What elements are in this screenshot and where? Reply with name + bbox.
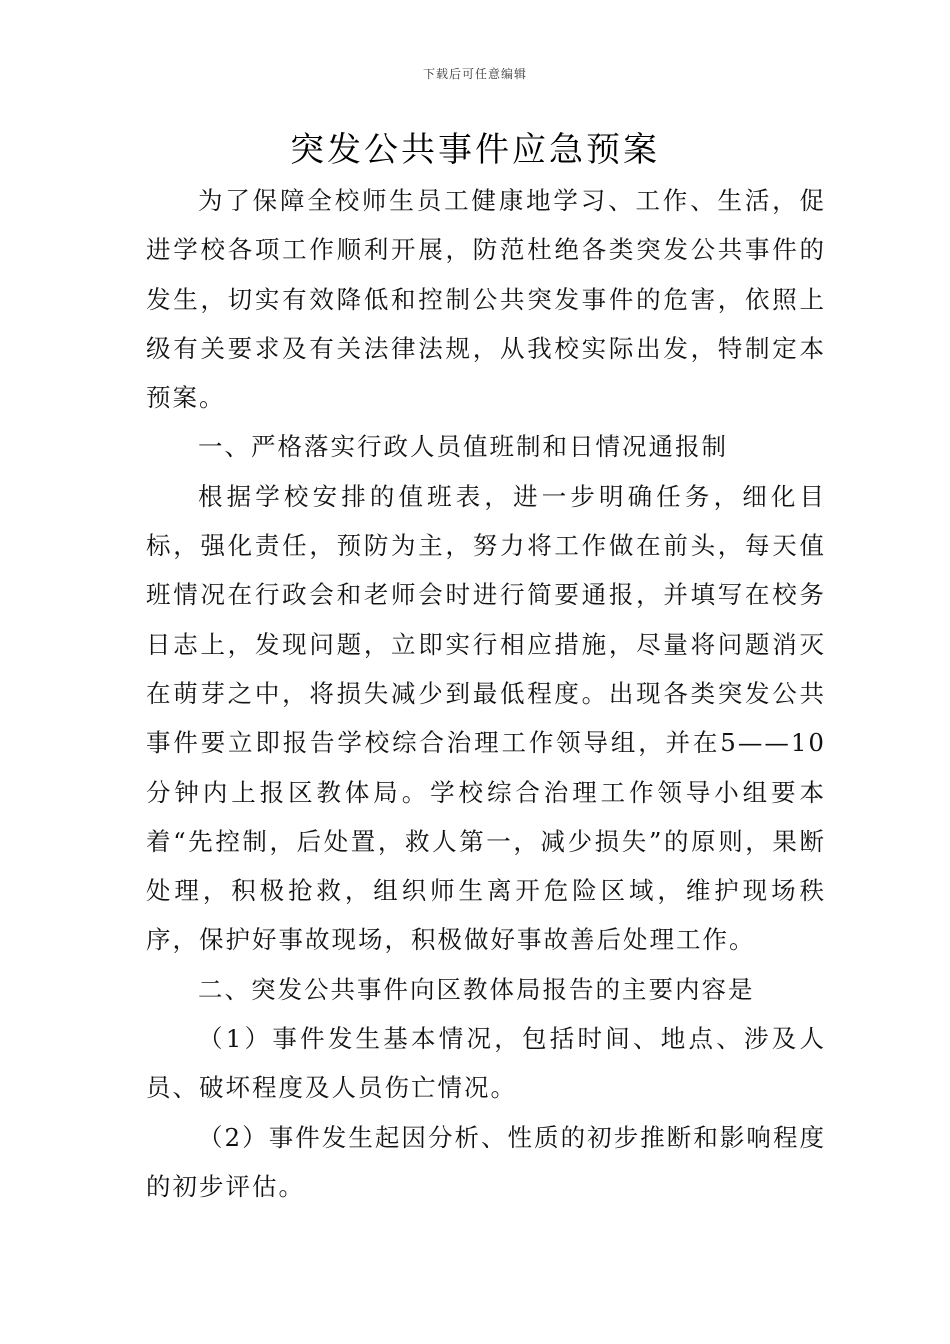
section-heading-1: 一、严格落实行政人员值班制和日情况通报制: [198, 432, 728, 462]
paragraph-intro: 为了保障全校师生员工健康地学习、工作、生活，促进学校各项工作顺利开展，防范杜绝各类突发公共事件的发生，切实有效降低和控制公共突发事件的危害，依照上级有关要求及有关法律法规，从我校实际出发，特制定本预案。: [146, 186, 826, 413]
document-title: 突发公共事件应急预案: [290, 130, 660, 170]
paragraph-item-1: （1）事件发生基本情况，包括时间、地点、涉及人员、破坏程度及人员伤亡情况。: [146, 1024, 826, 1103]
paragraph-item-2: （2）事件发生起因分析、性质的初步推断和影响程度的初步评估。: [146, 1122, 826, 1201]
section-heading-2: 二、突发公共事件向区教体局报告的主要内容是: [198, 974, 755, 1004]
paragraph-duty-system: 根据学校安排的值班表，进一步明确任务，细化目标，强化责任，预防为主，努力将工作做在前头，每天值班情况在行政会和老师会时进行简要通报，并填写在校务日志上，发现问题，立即实行相应措施，尽量将问题消灭在萌芽之中，将损失减少到最低程度。出现各类突发公共事件要立即报告学校综合治理工作领导组，并在5——10分钟内上报区教体局。学校综合治理工作领导小组要本着“先控制，后处置，救人第一，减少损失”的原则，果断处理，积极抢救，组织师生离开危险区域，维护现场秩序，保护好事故现场，积极做好事故善后处理工作。: [146, 481, 826, 955]
document-body: [146, 176, 826, 1211]
header-note: 下载后可任意编辑: [422, 67, 527, 81]
